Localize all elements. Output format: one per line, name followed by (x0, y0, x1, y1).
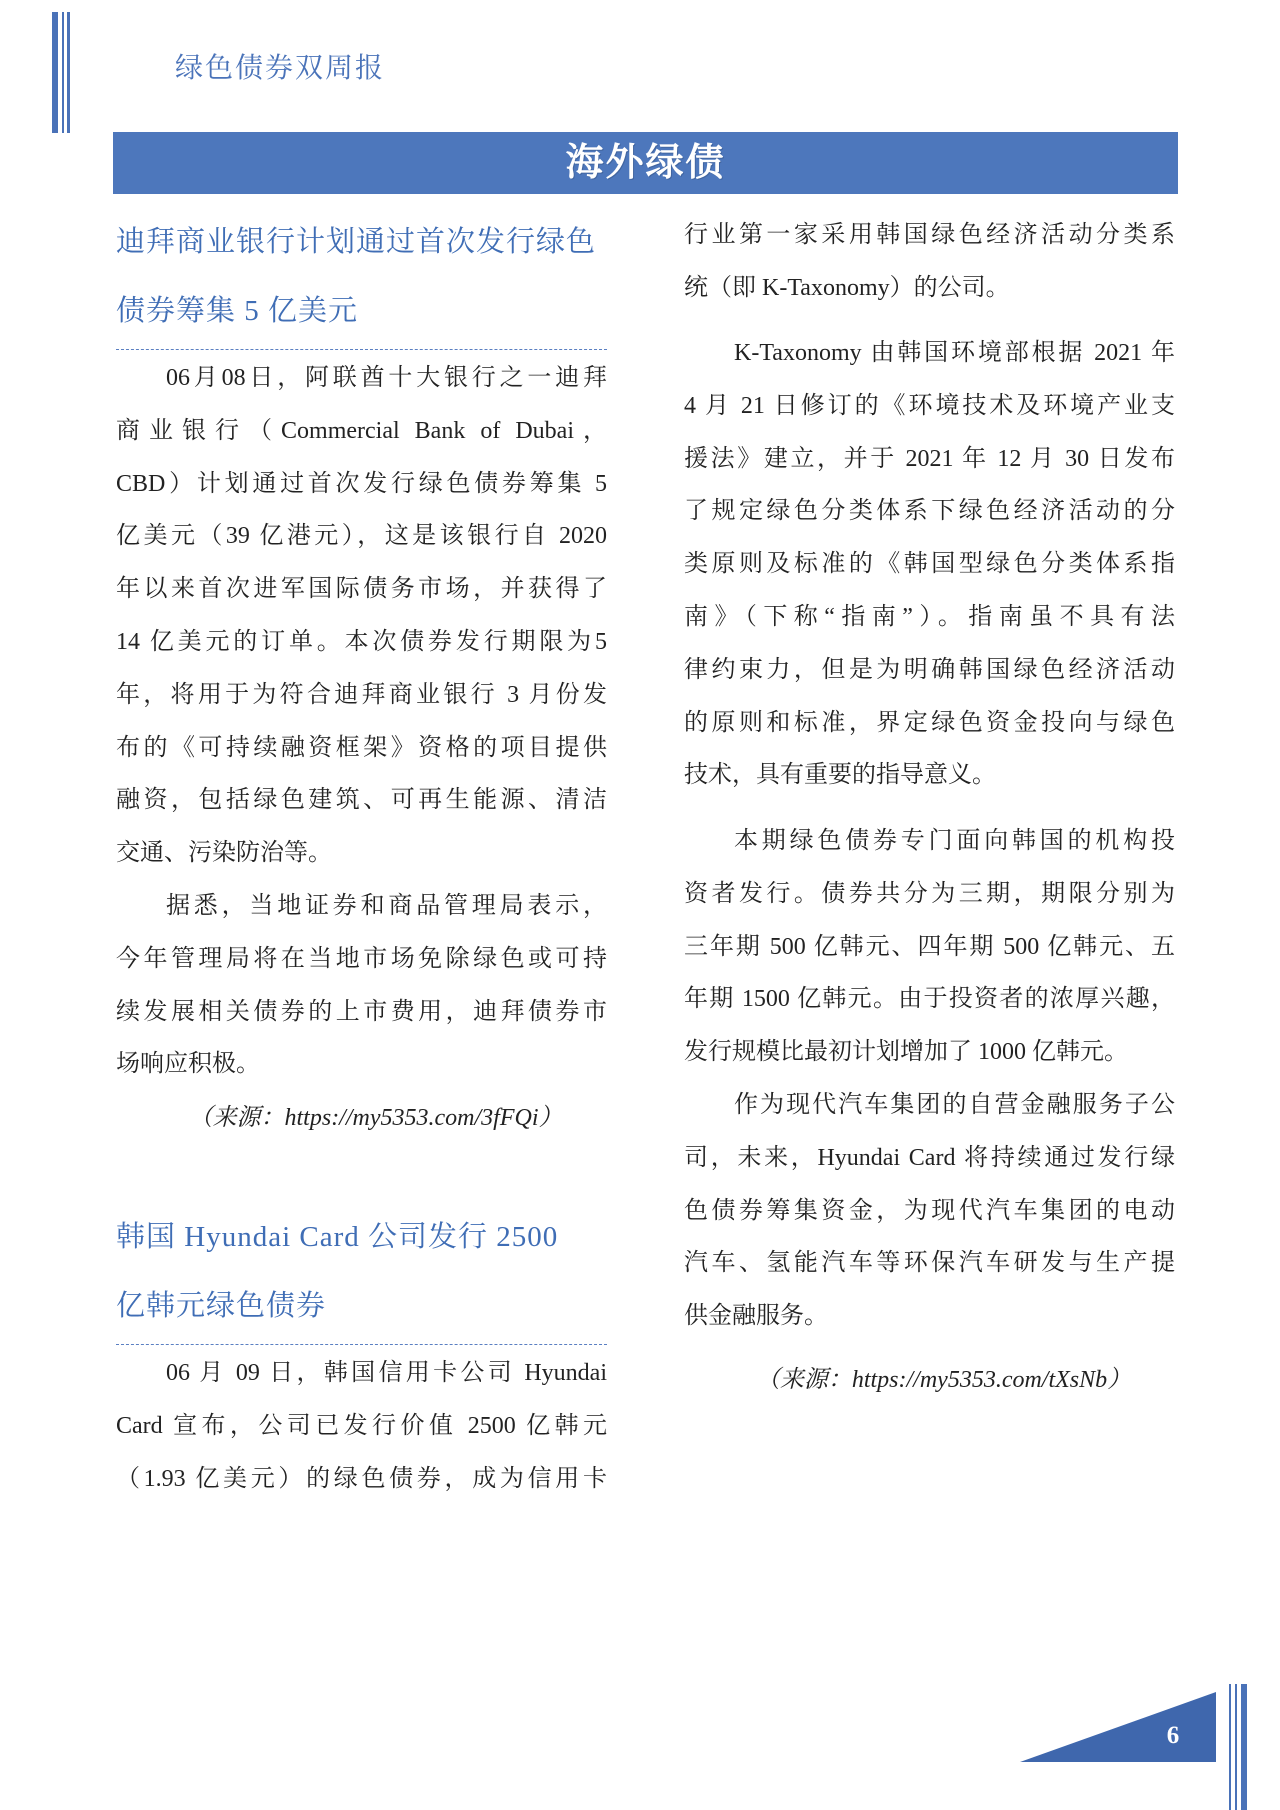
text-line: 交通、污染防治等。 (116, 840, 332, 867)
text-line: 本期绿色债券专门面向韩国的机构投 (734, 828, 1175, 854)
page-number: 6 (1166, 1722, 1180, 1749)
text-line: 年期 1500 亿韩元。由于投资者的浓厚兴趣， (684, 986, 1175, 1013)
text-line: 援法》建立，并于 2021 年 12 月 30 日发布 (684, 445, 1175, 472)
text-line: 年，将用于为符合迪拜商业银行 3 月份发 (116, 681, 607, 708)
text-line: CBD）计划通过首次发行绿色债券筹集 5 (116, 470, 607, 497)
text-line: Card 宣布，公司已发行价值 2500 亿韩元 (116, 1412, 607, 1439)
article-title-line: 亿韩元绿色债券 (116, 1290, 327, 1322)
section-title: 海外绿债 (565, 142, 726, 184)
text-line: 律约束力，但是为明确韩国绿色经济活动 (684, 656, 1175, 683)
newsletter-title: 绿色债券双周报 (175, 53, 386, 84)
text-line: 续发展相关债券的上市费用，迪拜债券市 (116, 998, 607, 1025)
article-title-line: 迪拜商业银行计划通过首次发行绿色 (116, 226, 597, 258)
article2-paragraph-3 (684, 815, 1175, 1079)
header-decor-bar (62, 12, 64, 133)
header-decor-bar (67, 12, 70, 133)
footer-decor-bar (1235, 1684, 1237, 1810)
footer-decor-bar (1229, 1684, 1231, 1810)
article2-paragraph-4 (684, 1079, 1175, 1343)
text-line: 南》（下称“指南”）。指南虽不具有法 (684, 603, 1175, 630)
text-line: 4 月 21 日修订的《环境技术及环境产业支 (684, 392, 1175, 419)
title-divider (116, 1344, 607, 1345)
text-line: 司，未来，Hyundai Card 将持续通过发行绿 (684, 1144, 1175, 1171)
text-line: 06 月 09 日，韩国信用卡公司 Hyundai (166, 1360, 607, 1386)
text-line: 汽车、氢能汽车等环保汽车研发与生产提 (684, 1250, 1175, 1277)
text-line: K-Taxonomy 由韩国环境部根据 2021 年 (734, 340, 1175, 366)
text-line: 场响应积极。 (116, 1051, 260, 1078)
section-banner (113, 132, 1178, 194)
article-title-line: 债券筹集 5 亿美元 (116, 295, 359, 327)
text-line: 据悉，当地证券和商品管理局表示， (166, 893, 607, 919)
text-line: 作为现代汽车集团的自营金融服务子公 (734, 1092, 1175, 1118)
text-line: 行业第一家采用韩国绿色经济活动分类系 (684, 222, 1175, 248)
footer-decor-bar (1241, 1684, 1247, 1810)
text-line: 的原则和标准，界定绿色资金投向与绿色 (684, 709, 1175, 736)
header-decor-bar (52, 12, 58, 133)
text-line: 三年期 500 亿韩元、四年期 500 亿韩元、五 (684, 933, 1175, 960)
article2-paragraph-2 (684, 327, 1175, 802)
article2-paragraph-1-part-2 (684, 209, 1175, 315)
text-line: （1.93 亿美元）的绿色债券，成为信用卡 (116, 1465, 607, 1492)
text-line: 资者发行。债券共分为三期，期限分别为 (684, 880, 1175, 907)
text-line: 融资，包括绿色建筑、可再生能源、清洁 (116, 787, 607, 814)
article2-title (116, 1203, 607, 1341)
article2-source: （来源：https://my5353.com/tXsNb） (755, 1367, 1132, 1393)
text-line: 亿美元（39 亿港元），这是该银行自 2020 (116, 523, 607, 550)
text-line: 商业银行（Commercial Bank of Dubai， (116, 417, 607, 444)
text-line: 14 亿美元的订单。本次债券发行期限为5 (116, 628, 607, 655)
text-line: 今年管理局将在当地市场免除绿色或可持 (116, 945, 607, 972)
text-line: 06月08日，阿联酋十大银行之一迪拜 (166, 365, 607, 391)
article1-title (116, 208, 607, 346)
article1-source: （来源：https://my5353.com/3fFQi） (188, 1105, 563, 1131)
title-divider (116, 349, 607, 350)
text-line: 发行规模比最初计划增加了 1000 亿韩元。 (684, 1039, 1128, 1066)
text-line: 供金融服务。 (684, 1303, 828, 1330)
article1-paragraph-2 (116, 880, 607, 1091)
text-line: 了规定绿色分类体系下绿色经济活动的分 (684, 498, 1175, 525)
article1-paragraph-1 (116, 352, 607, 880)
text-line: 类原则及标准的《韩国型绿色分类体系指 (684, 551, 1175, 578)
text-line: 年以来首次进军国际债务市场，并获得了 (116, 576, 607, 603)
text-line: 统（即 K-Taxonomy）的公司。 (684, 274, 1010, 301)
text-line: 色债券筹集资金，为现代汽车集团的电动 (684, 1197, 1175, 1224)
text-line: 技术，具有重要的指导意义。 (684, 762, 996, 789)
article2-paragraph-1-part-1 (116, 1347, 607, 1505)
text-line: 布的《可持续融资框架》资格的项目提供 (116, 734, 607, 761)
article-title-line: 韩国 Hyundai Card 公司发行 2500 (116, 1221, 559, 1253)
